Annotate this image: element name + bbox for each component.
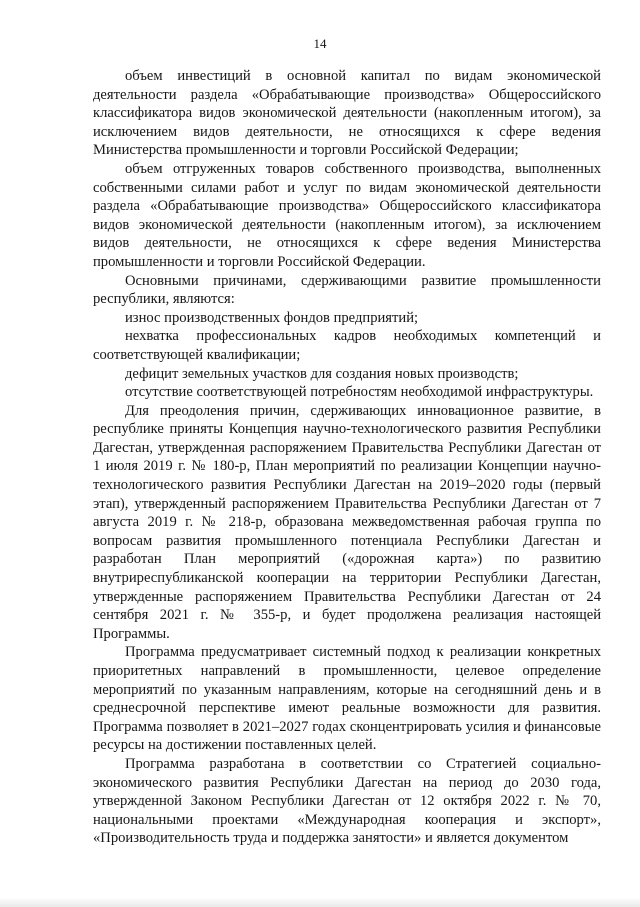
paragraph-main-constraints-intro: Основными причинами, сдерживающими развитие промышленности республики, являются: [93, 272, 601, 308]
page-number: 14 [313, 36, 327, 51]
paragraph-innovation-measures: Для преодоления причин, сдерживающих инновационное развитие, в республике приняты Концепция научно-технологического развития Республики Дагестан, утвержденная распоряжением Правительства Республики Дагестан от 1 июля 2019 г. № 180-р, План мероприятий по реализации Концепции научно-технологического развития Республики Дагестан на 2019–2020 годы (первый этап), утвержденный распоряжением Правительства Республики Дагестан от 7 августа 2019 г. № 218-р, образована межведомственная рабочая группа по вопросам развития промышленного потенциала Республики Дагестан и разработан План мероприятий («дорожная карта») по развитию внутриреспубликанской кооперации на территории Республики Дагестан, утвержденные распоряжением Правительства Республики Дагестан от 24 сентября 2021 г. № 355-р, и будет продолжена реализация настоящей Программы. [93, 402, 601, 642]
paragraph-staff-shortage: нехватка профессиональных кадров необходимых компетенций и соответствующей квалификации; [93, 328, 601, 363]
body-text [93, 67, 601, 848]
paragraph-land-deficit: дефицит земельных участков для создания новых производств; [125, 365, 519, 382]
paragraph-program-basis: Программа разработана в соответствии со Стратегией социально-экономического развития Республики Дагестан на период до 2030 года, утвержденной Законом Республики Дагестан от 12 октября 2022 г. № 70, национальными проектами «Международная кооперация и экспорт», «Производительность труда и поддержка занятости» и является документом [93, 755, 601, 847]
paragraph-investment-volume: объем инвестиций в основной капитал по видам экономической деятельности раздела «Обрабатывающие производства» Общероссийского классификатора видов экономической деятельности (накопленным итогом), за исключением видов деятельности, не относящихся к сфере ведения Министерства промышленности и торговли Российской Федерации; [93, 68, 601, 159]
scan-bottom-edge [0, 897, 640, 907]
paragraph-fixed-assets-wear: износ производственных фондов предприятий; [125, 309, 419, 326]
paragraph-program-approach: Программа предусматривает системный подход к реализации конкретных приоритетных направлений в промышленности, целевое определение мероприятий по указанным направлениям, которые на сегодняшний день и в среднесрочной перспективе имеют реальные возможности для развития. Программа позволяет в 2021–2027 годах сконцентрировать усилия и финансовые ресурсы на достижении поставленных целей. [93, 644, 601, 754]
paragraph-infrastructure-lack: отсутствие соответствующей потребностям необходимой инфраструктуры. [125, 384, 594, 401]
paragraph-shipped-goods-volume: объем отгруженных товаров собственного производства, выполненных собственными силами работ и услуг по видам экономической деятельности раздела «Обрабатывающие производства» Общероссийского классификатора видов экономической деятельности (накопленным итогом), за исключением видов деятельности, не относящихся к сфере ведения Министерства промышленности и торговли Российской Федерации. [93, 160, 601, 270]
